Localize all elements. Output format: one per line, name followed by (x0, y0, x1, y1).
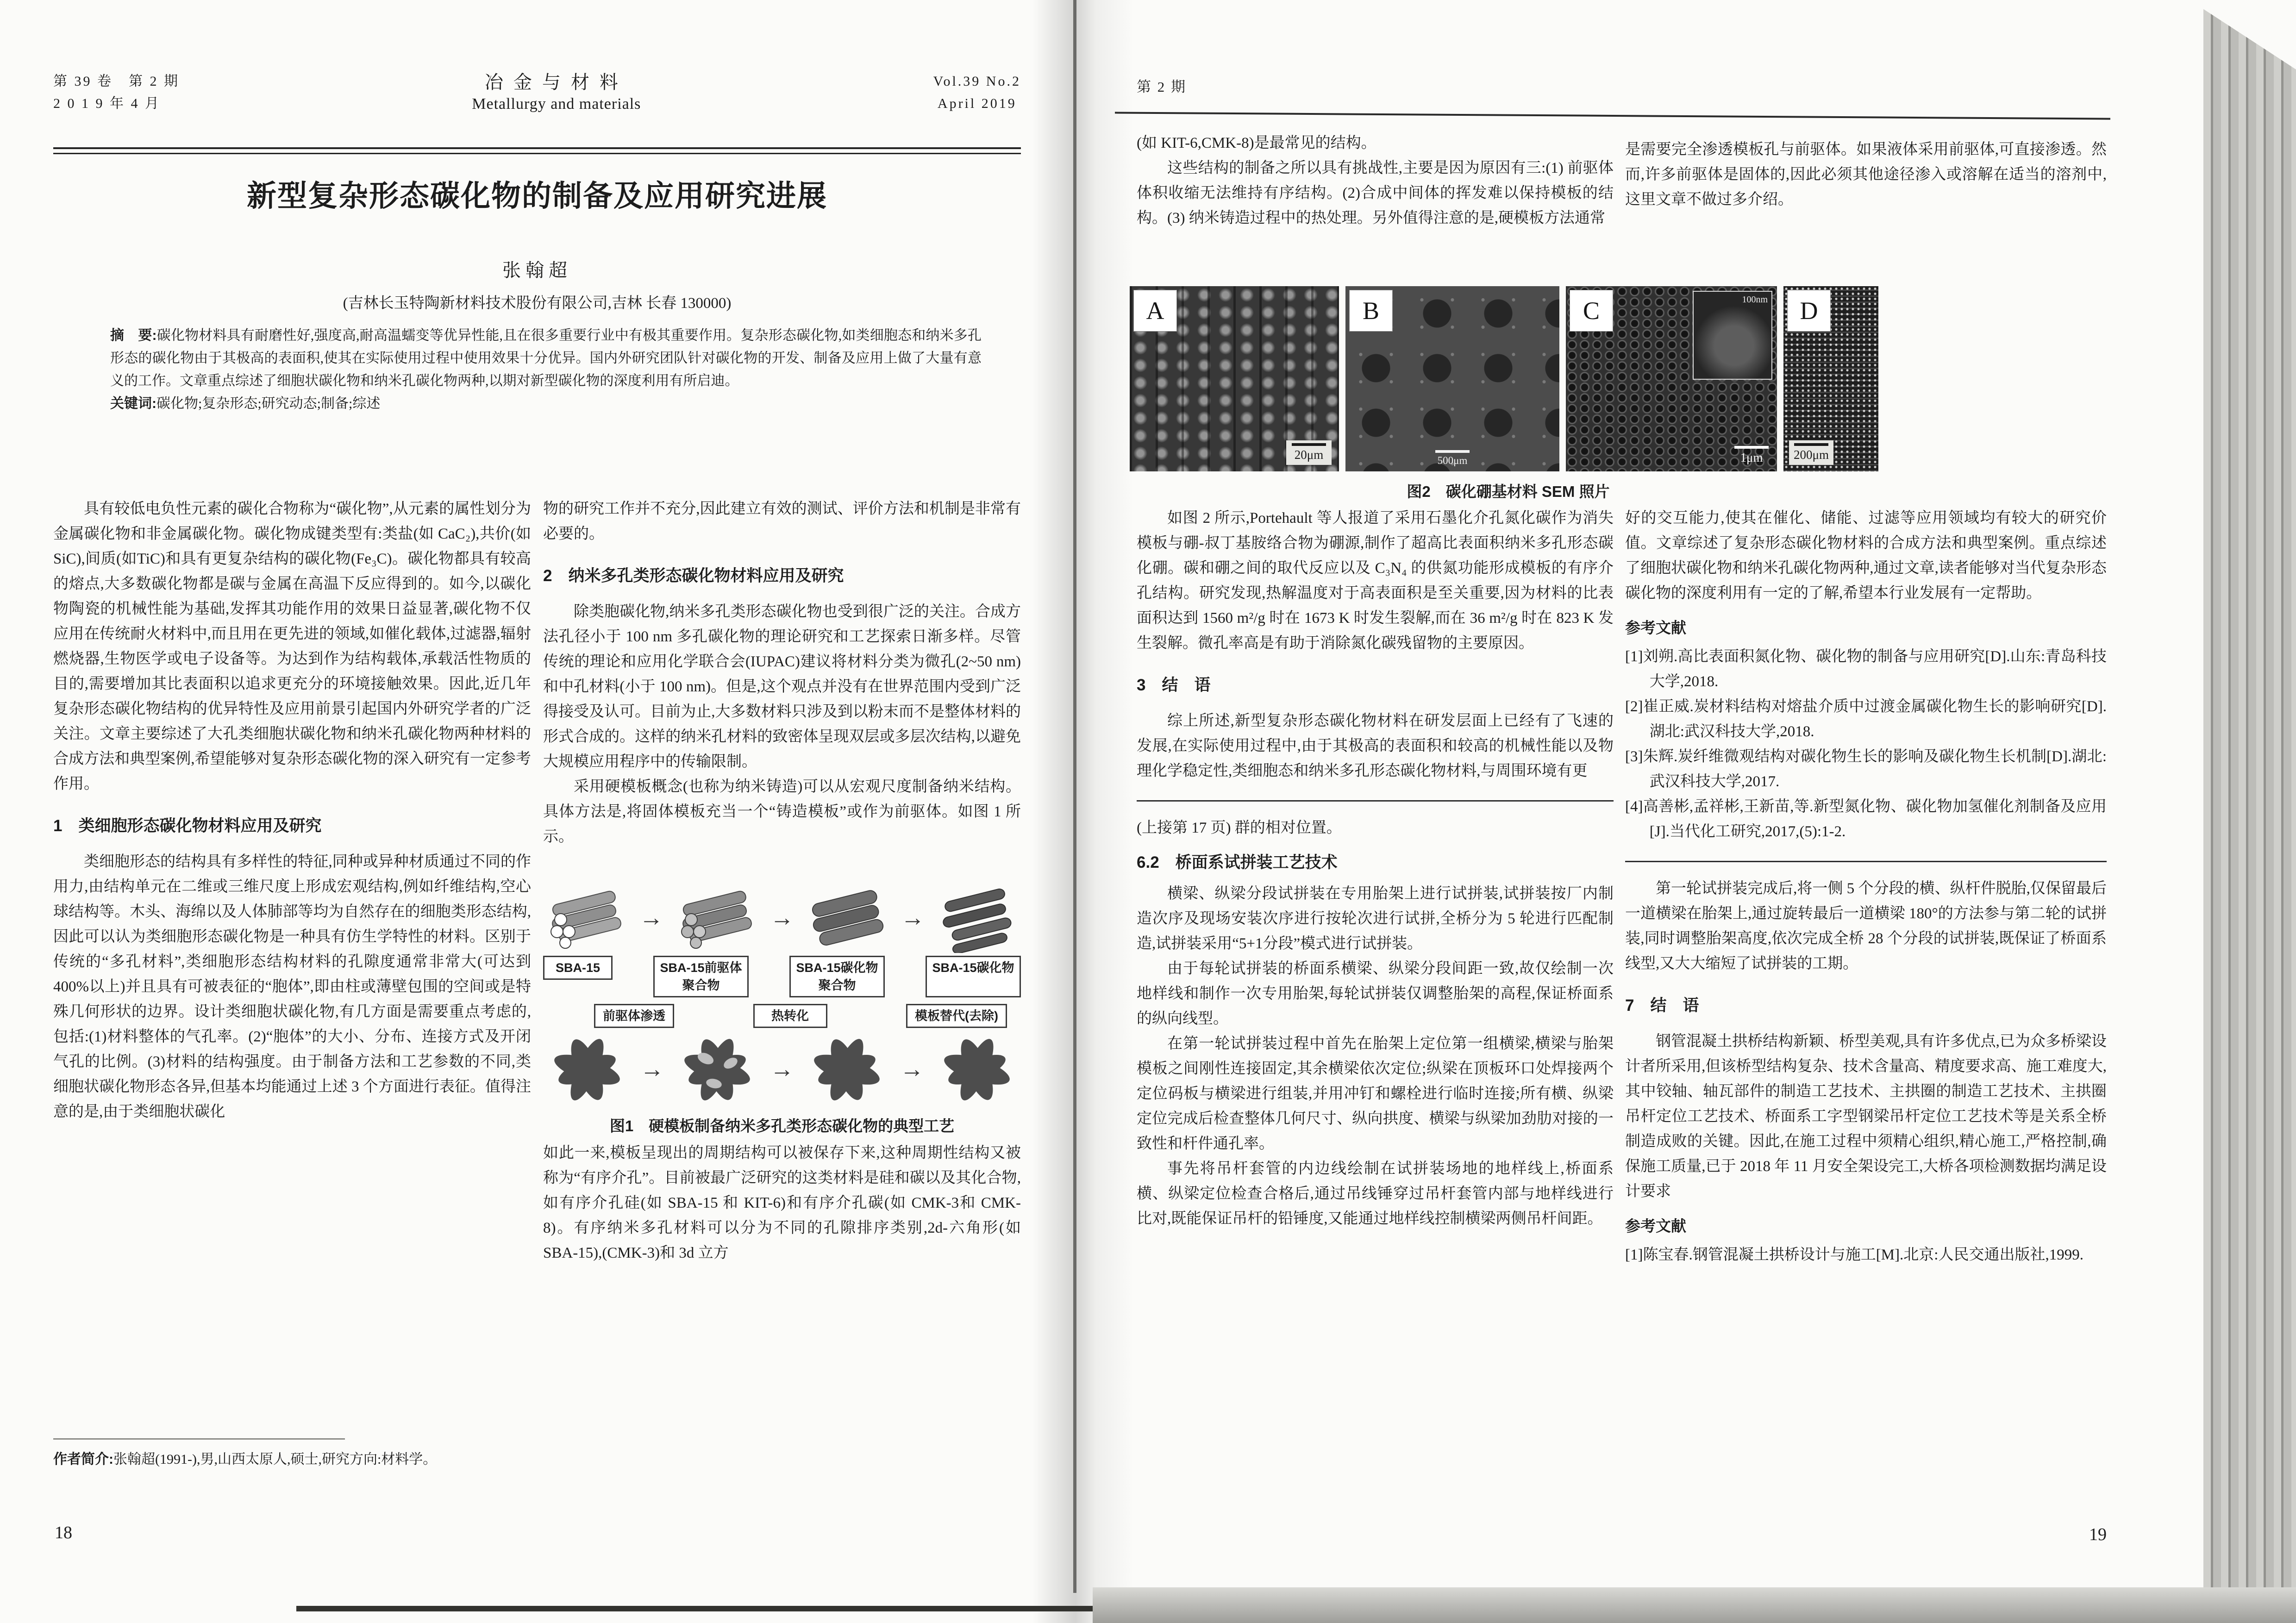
porous-blob-filled-graphic (673, 1033, 761, 1107)
paragraph: 事先将吊杆套管的内边线绘制在试拼装场地的地样线上,桥面系横、纵梁定位检查合格后,通过吊线锤穿过吊杆套管内部与地样线进行比对,既能保证吊杆的铅锤度,又能通过地样线控制横梁两侧吊杆间距。 (1137, 1160, 1614, 1227)
sba15-template-graphic (543, 884, 629, 953)
journal-name-en: Metallurgy and materials (472, 95, 641, 113)
scale-bar-line (1794, 443, 1828, 446)
paragraph: 第一轮试拼装完成后,将一侧 5 个分段的横、纵杆件脱胎,仅保留最后一道横梁在胎架上,通过旋转最后一道横梁 180°的方法参与第二轮的试拼装,同时调整胎架高度,依次完成全桥 28 个分段的试拼装,既保证了桥面系线型,又大大缩短了试拼装的工期。 (1625, 880, 2107, 972)
arrow-right-icon: → (640, 1056, 664, 1083)
volume-line-cn: 第 39 卷 第 2 期 (53, 74, 180, 89)
stage-label: SBA-15 (543, 956, 613, 980)
carbide-graphic (935, 884, 1021, 953)
page18-column-1 (53, 496, 531, 1124)
gutter-line (1073, 0, 1076, 1593)
process-label: 模板替代(去除) (906, 1004, 1007, 1028)
sem-panel-c (1566, 286, 1777, 471)
journal-name (472, 71, 641, 115)
reference-item: [3]朱辉.炭纤维微观结构对碳化物生长的影响及碳化物生长机制[D].湖北:武汉科技大学,2017. (1625, 748, 2107, 790)
arrow-right-icon: → (901, 905, 925, 931)
masthead-volume-en (933, 70, 1021, 115)
page-stack-edge (2203, 0, 2296, 1623)
reference-item: [4]高善彬,孟祥彬,王新苗,等.新型氮化物、碳化物加氢催化剂制备及应用[J].当代化工研究,2017,(5):1-2. (1625, 798, 2107, 840)
paragraph: (如 KIT-6,CMK-8)是最常见的结构。 (1137, 135, 1376, 151)
references-heading: 参考文献 (1625, 619, 1686, 636)
paragraph: 具有较低电负性元素的碳化合物称为“碳化物”,从元素的属性划分为金属碳化物和非金属碳化物。碳化物成键类型有:类盐(如 CaC₂),共价(如 SiC),间质(如TiC)和具有更复杂结构的碳化物(Fe₃C)。碳化物都具有较高的熔点,大多数碳化物都是碳与金属在高温下反应得到的。如今,以碳化物陶瓷的机械性能为基础,发挥其功能作用的效果日益显著,碳化物不仅应用在传统耐火材料中,而且用在更先进的领域,如催化载体,过滤器,辐射燃烧器,生物医学或电子设备等。为达到作为结构载体,承载活性物质的目的,需要增加其比表面积以追求更充分的环境接触效果。因此,近几年复杂形态碳化物结构的优异特性及应用前景引起国内外研究学者的广泛关注。文章主要综述了大孔类细胞状碳化物和纳米孔碳化物两种材料的合成方法和典型案例,希望能够对复杂形态碳化物的深入研究有一定参考作用。 (53, 501, 532, 792)
page-corner (2190, 0, 2296, 69)
page19-column-2-bottom (1625, 506, 2107, 1267)
page19-column-1-top (1137, 131, 1614, 231)
page19-column-2-top (1625, 137, 2107, 212)
bottom-page-edge-left (296, 1606, 1093, 1611)
date-line-cn: 2 0 1 9 年 4 月 (53, 96, 161, 111)
article-affiliation: (吉林长玉特陶新材料技术股份有限公司,吉林 长春 130000) (343, 295, 732, 312)
reference-item: [2]崔正威.炭材料结构对熔盐介质中过渡金属碳化物生长的影响研究[D].湖北:武汉科技大学,2018. (1625, 698, 2107, 740)
volume-line-en: Vol.39 No.2 (933, 74, 1021, 89)
page18-column-2 (543, 496, 1021, 1266)
arrow-right-icon: → (900, 1056, 924, 1083)
page-gutter-shadow (1032, 0, 1134, 1623)
panel-label-d: D (1787, 290, 1831, 332)
reference-item: [1]陈宝春.钢管混凝土拱桥设计与施工[M].北京:人民交通出版社,1999. (1625, 1247, 2083, 1263)
keywords-paragraph (110, 392, 982, 415)
precursor-polymer-graphic (674, 884, 759, 953)
abstract-label: 摘 要: (110, 328, 157, 343)
page19-column-1-bottom (1137, 506, 1614, 1231)
figure1-bundle-row (543, 884, 1021, 953)
scale-label: 20μm (1294, 448, 1324, 462)
inset-scale-label: 100nm (1742, 295, 1768, 305)
running-head-issue: 第 2 期 (1137, 79, 1187, 95)
scale-bar-line (1435, 450, 1470, 453)
article-author: 张翰超 (502, 260, 572, 281)
date-line-en: April 2019 (937, 96, 1017, 111)
paragraph: 除类胞碳化物,纳米多孔类形态碳化物也受到很广泛的关注。合成方法孔径小于 100 nm 多孔碳化物的理论研究和工艺探索日渐多样。尽管传统的理论和应用化学联合会(IUPAC)建议将材料分类为微孔(2~50 nm)和中孔材料(小于 100 nm)。但是,这个观点并没有在世界范围内受到广泛得接受及认可。目前为止,大多数材料只涉及到以粉末而不是整体材料的形式合成的。这样的纳米孔材料的致密体呈现双层或多层次结构,以避免大规模应用程序中的传输限制。 (543, 603, 1021, 770)
figure-1 (543, 858, 1021, 1136)
section-6-2-heading: 6.2 桥面系试拼装工艺技术 (1137, 853, 1338, 871)
carbide-polymer-graphic (805, 884, 890, 953)
scale-bar-line (1292, 443, 1326, 446)
masthead (53, 70, 1021, 115)
process-label: 前驱体渗透 (594, 1004, 674, 1028)
paragraph: 这些结构的制备之所以具有挑战性,主要是因为原因有三:(1) 前驱体体积收缩无法维持有序结构。(2)合成中间体的挥发难以保持模板的结构。(3) 纳米铸造过程中的热处理。另外值得注意的是,硬模板方法通常 (1137, 160, 1614, 226)
page-number-18: 18 (55, 1523, 72, 1542)
paragraph: 物的研究工作并不充分,因此建立有效的测试、评价方法和机制是非常有必要的。 (543, 501, 1021, 542)
scale-bar-d (1789, 440, 1833, 465)
panel-label-c: C (1570, 290, 1613, 332)
running-head-rule (1115, 112, 2110, 119)
paragraph: 横梁、纵梁分段试拼装在专用胎架上进行试拼装,试拼装按厂内制造次序及现场安装次序进行按轮次进行试拼,全桥分为 5 轮进行匹配制造,试拼装采用“5+1分段”模式进行试拼装。 (1137, 885, 1614, 952)
keywords-label: 关键词: (110, 396, 156, 411)
scale-label: 500μm (1437, 455, 1468, 466)
figure1-caption: 图1 硬模板制备纳米多孔类形态碳化物的典型工艺 (609, 1117, 955, 1134)
figure1-blob-row (543, 1033, 1021, 1107)
scale-bar-line (1734, 446, 1769, 449)
masthead-volume-cn (53, 70, 180, 115)
paragraph: 类细胞形态的结构具有多样性的特征,同种或异种材质通过不同的作用力,由结构单元在二维或三维尺度上形成宏观结构,例如纤维结构,空心球结构等。木头、海绵以及人体肺部等均为自然存在的细胞类形态结构,因此可以认为类细胞形态碳化物是一种具有仿生学特性的材料。区别于传统的“多孔材料”,类细胞形态结构材料的孔隙度通常非常大(可达到 400%以上)并且具有可被表征的“胞体”,即由柱或薄壁包围的空间或是特殊几何形状的边界。设计类细胞状碳化物,有几方面是需要重点考虑的,包括:(1)材料整体的气孔率。(2)“胞体”的大小、分布、连接方式及开闭气孔的比例。(3)材料的结构强度。由于制备方法和工艺参数的不同,类细胞状碳化物形态各异,但基本均能通过上述 3 个方面进行表征。值得注意的是,由于类细胞状碳化 (53, 853, 531, 1120)
section-1-heading: 1 类细胞形态碳化物材料应用及研究 (53, 817, 322, 835)
sem-panel-d (1783, 286, 1878, 471)
section-2-heading: 2 纳米多孔类形态碳化物材料应用及研究 (543, 567, 844, 585)
paragraph: 采用硬模板概念(也称为纳米铸造)可以从宏观尺度制备纳米结构。具体方法是,将固体模板充当一个“铸造模板”或作为前驱体。如图 1 所示。 (543, 778, 1021, 845)
scale-label: 200μm (1794, 448, 1829, 462)
section-7-heading: 7 结 语 (1625, 996, 1699, 1015)
abstract-text: 碳化物材料具有耐磨性好,强度高,耐高温蠕变等优异性能,且在很多重要行业中有极其重要作用。复杂形态碳化物,如类细胞态和纳米多孔形态的碳化物由于其极高的表面积,使其在实际使用过程中使用效果十分优异。国内外研究团队针对碳化物的开发、制备及应用上做了大量有意义的工作。文章重点综述了细胞状碳化物和纳米孔碳化物两种,以期对新型碳化物的深度利用有所启迪。 (110, 328, 982, 389)
paragraph: 钢管混凝土拱桥结构新颖、桥型美观,具有许多优点,已为众多桥梁设计者所采用,但该桥型结构复杂、技术含量高、精度要求高、施工难度大,其中铰轴、轴瓦部件的制造工艺技术、主拱圈的制造工艺技术、主拱圈吊杆定位工艺技术、桥面系工字型钢梁吊杆定位工艺技术等是关系全桥制造成败的关键。因此,在施工过程中须精心组织,精心施工,严格控制,确保施工质量,已于 2018 年 11 月安全架设完工,大桥各项检测数据均满足设计要求 (1625, 1033, 2107, 1200)
process-label: 热转化 (753, 1004, 827, 1028)
scale-bar-b (1435, 450, 1470, 467)
section-3-heading: 3 结 语 (1137, 676, 1211, 694)
author-bio (53, 1448, 840, 1471)
page-number-19: 19 (2089, 1525, 2107, 1544)
article-title: 新型复杂形态碳化物的制备及应用研究进展 (247, 179, 827, 213)
arrow-right-icon: → (639, 905, 663, 931)
paragraph: 由于每轮试拼装的桥面系横梁、纵梁分段间距一致,故仅绘制一次地样线和制作一次专用胎架,每轮试拼装仅调整胎架的高程,保证桥面系的纵向线型。 (1137, 960, 1614, 1027)
stage-label: SBA-15碳化物聚合物 (789, 956, 885, 997)
arrow-right-icon: → (770, 1056, 794, 1083)
figure1-stage-labels (543, 956, 1021, 997)
journal-name-cn: 冶金与材料 (484, 72, 628, 93)
paragraph: 如此一来,模板呈现出的周期结构可以被保存下来,这种周期性结构又被称为“有序介孔”。目前被最广泛研究的这类材料是硅和碳以及其化合物,如有序介孔硅(如 SBA-15 和 KIT-6)和有序介孔碳(如 CMK-3和 CMK-8)。有序纳米多孔材料可以分为不同的孔隙排序类别,2d-六角形(如 SBA-15),(CMK-3)和 3d 立方 (543, 1145, 1021, 1261)
scale-bar-a (1286, 440, 1332, 465)
porous-blob-graphic (933, 1033, 1021, 1107)
scale-label: 1μm (1740, 451, 1763, 464)
masthead-rule (53, 147, 1021, 154)
sem-inset-c (1693, 291, 1772, 380)
sem-panel-a (1130, 286, 1339, 471)
article-separator-rule (1137, 800, 1614, 802)
paragraph: 在第一轮试拼装过程中首先在胎架上定位第一组横梁,横梁与胎架模板之间刚性连接固定,其余横梁依次定位;纵梁在顶板环口处焊接两个定位码板与横梁进行组装,并用冲钉和螺栓进行临时连接;所有横、纵梁定位完成后检查整体几何尺寸、纵向拱度、横梁与纵梁加劲肋对接的一致性和杆件通孔率。 (1137, 1035, 1614, 1152)
keywords-text: 碳化物;复杂形态;研究动态;制备;综述 (156, 396, 381, 411)
paragraph: 是需要完全渗透模板孔与前驱体。如果液体采用前驱体,可直接渗透。然而,许多前驱体是固体的,因此必须其他途径渗入或溶解在适当的溶剂中,这里文章不做过多介绍。 (1625, 141, 2107, 208)
reference-item: [1]刘朔.高比表面积氮化物、碳化物的制备与应用研究[D].山东:青岛科技大学,2018. (1625, 648, 2107, 690)
abstract-paragraph (110, 324, 982, 392)
article-separator-rule (1625, 861, 2107, 862)
footnote-rule (53, 1438, 345, 1440)
figure1-process-labels (594, 1004, 1007, 1028)
paragraph: 综上所述,新型复杂形态碳化物材料在研发层面上已经有了飞速的发展,在实际使用过程中,由于其极高的表面积和较高的机械性能以及物理化学稳定性,类细胞态和纳米多孔形态碳化物材料,与周围环境有更 (1137, 713, 1614, 779)
porous-blob-graphic (803, 1033, 891, 1107)
figure-2 (1130, 286, 1887, 501)
scale-bar-c (1734, 446, 1769, 465)
paragraph: 如图 2 所示,Portehault 等人报道了采用石墨化介孔氮化碳作为消失模板与硼-叔丁基胺络合物为硼源,制作了超高比表面积纳米多孔形态碳化硼。碳和硼之间的取代反应以及 C₃N₄ 的供氮功能形成模板的有序介孔结构。研究发现,热解温度对于高表面积是至关重要,因为材料的比表面积达到 1560 m²/g 时在 1673 K 时发生裂解,而在 36 m²/g 时在 823 K 发生裂解。微孔率高是有助于消除氮化碳残留物的主要原因。 (1137, 510, 1614, 652)
stage-label: SBA-15前驱体聚合物 (653, 956, 749, 997)
stage-label: SBA-15碳化物 (926, 956, 1021, 997)
sem-panel-b (1345, 286, 1559, 471)
author-bio-label: 作者简介: (53, 1452, 113, 1467)
abstract-block (110, 324, 982, 415)
author-bio-text: 张翰超(1991-),男,山西太原人,硕士,研究方向:材料学。 (113, 1452, 437, 1467)
panel-label-a: A (1133, 290, 1177, 332)
continued-note: (上接第 17 页) 群的相对位置。 (1137, 820, 1342, 836)
bottom-page-edge-right (1093, 1587, 2296, 1623)
arrow-right-icon: → (770, 905, 794, 931)
paragraph: 好的交互能力,使其在催化、储能、过滤等应用领域均有较大的研究价值。文章综述了复杂形态碳化物材料的合成方法和典型案例。重点综述了细胞状碳化物和纳米孔碳化物两种,通过文章,读者能够对当代复杂形态碳化物的深度利用有一定的了解,希望本行业发展有一定帮助。 (1625, 510, 2107, 602)
figure2-caption: 图2 碳化硼基材料 SEM 照片 (1407, 483, 1610, 500)
panel-label-b: B (1349, 290, 1393, 332)
porous-blob-graphic (543, 1033, 631, 1107)
sem-panels (1130, 286, 1887, 471)
references-heading: 参考文献 (1625, 1217, 1686, 1234)
